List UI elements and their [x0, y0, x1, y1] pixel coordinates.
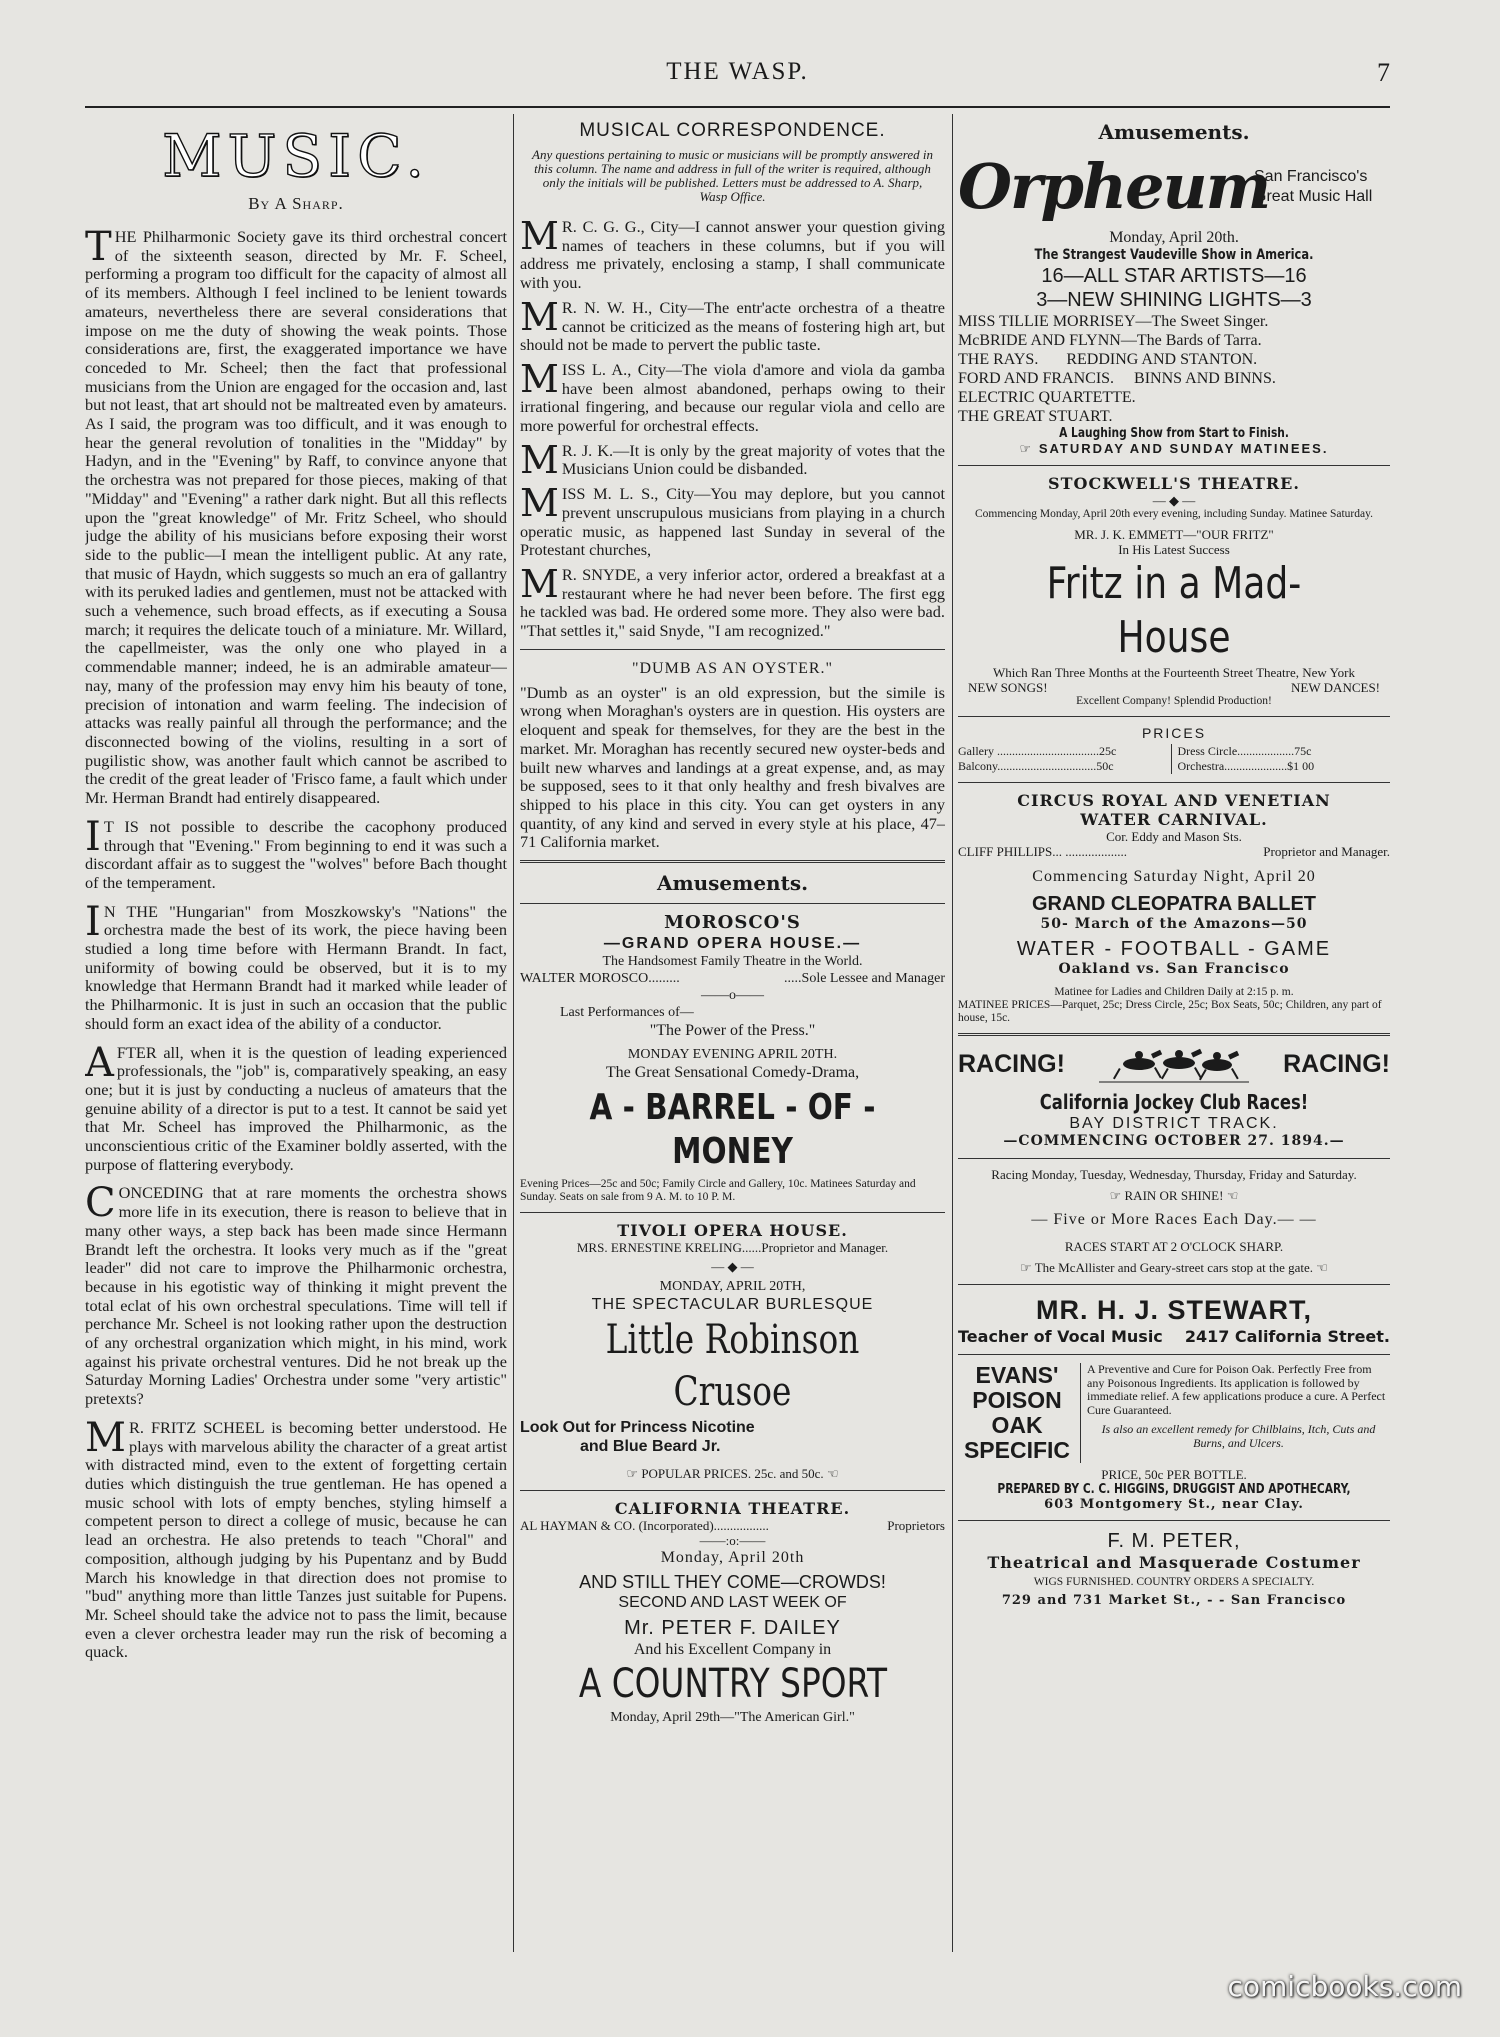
stockwell-star: MR. J. K. EMMETT—"OUR FRITZ" [1074, 527, 1274, 542]
california-company: And his Excellent Company in [633, 1641, 832, 1659]
drop-cap: I [85, 898, 101, 945]
races-start: RACES START AT 2 O'CLOCK SHARP. [1064, 1239, 1284, 1254]
orpheum-lights: 3—NEW SHINING LIGHTS—3 [1036, 289, 1312, 311]
california-line2: SECOND AND LAST WEEK OF [618, 1594, 847, 1612]
orpheum-act: FORD AND FRANCIS. BINNS AND BINNS. [958, 370, 1276, 387]
stockwell-latest: In His Latest Success [1118, 542, 1230, 557]
divider [958, 1520, 1390, 1521]
circus-matinee: Matinee for Ladies and Children Daily at 2:15 p. m. [1054, 986, 1294, 998]
orchestra-price: Orchestra.....................$1 00 [1177, 759, 1315, 773]
pointing-hand-icon: ☜ [826, 1467, 839, 1483]
stockwell-commencing: Commencing Monday, April 20th every evening, including Sunday. Matinee Saturday. [975, 508, 1373, 520]
paragraph-text: R. N. W. H., City—The entr'acte orchestra of a theatre cannot be criticized as the means of fostering high art, but should not be made to pervert the public taste. [520, 297, 945, 355]
fritz-wrap [958, 557, 1390, 665]
correspondence-note: Any questions pertaining to music or musicians will be promptly answered in this column. The name and address in full of the writer is required, although only the initials will be published. Letters must be addressed to A. Sharp, Wasp Office. [532, 147, 933, 204]
evans-name-line: OAK [991, 1412, 1043, 1438]
prices-left [958, 744, 1171, 774]
drop-cap: A [85, 1039, 114, 1086]
new-songs: NEW SONGS! [968, 680, 1048, 695]
ornament: — ◆ — [711, 1259, 754, 1275]
letters-list [520, 214, 945, 641]
drop-cap: M [520, 437, 559, 482]
circus-manager-name: CLIFF PHILLIPS... ................... [958, 844, 1128, 859]
watermark: comicbooks.com [1227, 1970, 1462, 2003]
header-rule [85, 106, 1390, 108]
stockwell-name: STOCKWELL'S THEATRE. [1048, 474, 1300, 493]
music-column [85, 114, 507, 1952]
evans-text-block [1081, 1363, 1390, 1463]
paragraph-text: R. FRITZ SCHEEL is becoming better understood. He plays with marvelous ability the character of a great artist with distracted mind, even to the extent of forgetting certain duties which distinguish the true gentleman. He has opened a music school with lots of empty benches, styling himself a competent person to direct a college of music, because he can lead an orchestra. He also pretends to teach "Choral" and composition, although judging by his Pupentanz and by Budd March his knowledge in that direction does not promise to "bud" anything more than little Tanzes just suitable for Pupens. Mr. Scheel should take the advice not to pass the limit, because even a clever orchestra leader may run the risk of becoming a quack. [85, 1417, 507, 1662]
california-proprietor-role: Proprietors [887, 1518, 945, 1534]
pointing-hand-icon: ☞ [626, 1467, 639, 1483]
orpheum-date: Monday, April 20th. [1109, 229, 1239, 246]
last-performances: Last Performances of— [560, 1005, 694, 1021]
paragraph [85, 1039, 507, 1175]
drop-cap: M [520, 561, 559, 606]
orpheum-ad [958, 152, 1390, 457]
evans-ad [958, 1363, 1390, 1512]
tivoli-ad [520, 1221, 945, 1482]
drop-cap: M [85, 1414, 126, 1461]
racing-ad [958, 1044, 1390, 1276]
divider [520, 903, 945, 904]
paragraph-text: ISS M. L. S., City—You may deplore, but you cannot prevent unscrupulous musicians from playing in a church operatic music, as happened last Sunday in several of the Protestant churches, [520, 484, 945, 560]
stockwell-ad [958, 474, 1390, 774]
paragraph-text: N THE "Hungarian" from Moszkowsky's "Nations" the orchestra made the best of its work, the piece having been studied a long time before with Hermann Brandt. In fact, uniformity of bowing could be observed, but it is to my knowledge that Hermann Brandt had it marked while leader of the Philharmonic. It is just in such an occasion that the public should form an exact idea of the ability of a conductor. [85, 901, 507, 1033]
orpheum-act: MISS TILLIE MORRISEY—The Sweet Singer. [958, 313, 1269, 330]
california-name: CALIFORNIA THEATRE. [614, 1499, 851, 1519]
paragraph [85, 898, 507, 1034]
peter-wigs: WIGS FURNISHED. COUNTRY ORDERS A SPECIALTY. [1033, 1576, 1315, 1588]
five-races: — Five or More Races Each Day.— — [1031, 1211, 1317, 1228]
peter-name: F. M. PETER, [1107, 1530, 1241, 1552]
paragraph [85, 1180, 507, 1409]
orpheum-wordmark: Orpheum [958, 150, 1270, 223]
paragraph-text: HE Philharmonic Society gave its third orchestral concert of the sixteenth season, directed by Mr. F. Scheel, performing a program too difficult for the capacity of almost all of its members. Although I feel inclined to be lenient towards amateurs, nevertheless there are several considerations that impose on me the duty of showing the weak points. Those considerations are, first, the exaggerated importance we have conceded to Mr. Scheel; then the fact that professional musicians from the Union are engaged for the occasion and, last but not least, that art should not be maltreated even by amateurs. As I said, the program was too difficult, and it was enough to hear the general revolution of tonalities in the "Midday" by Hadyn, and in the "Evening" by Raff, to convince anyone that the orchestra was not prepared for those pieces, making of that "Midday" and "Evening" a rather dark night. But all this reflects upon the "great knowledge" of Mr. Fritz Scheel, who should judge the ability of his musicians before exposing their worst side to the public—I mean the intelligent public. At any rate, that music of Haydn, which suggests so much an era of gallantry with its peruked ladies and gentlemen, must not be attacked with such a vehemence, such broad effects, as if executing a Sousa march; it requires the delicate touch of a miniature. Mr. Willard, the capellmeister, was the only one who played in a commendable manner; indeed, he is an admirable amateur—nay, many of the profession may envy him his beauty of tone, precision of intonation and warm feeling. The indecision of attacks was really painful all through the performance; and the disconnected bowing of the violins, resulting in a sort of pugilistic show, was another fault which cannot be ascribed to the credit of the great leader of 'Frisco fame, a fault which under Mr. Herman Brandt had entirely disappeared. [85, 227, 507, 808]
paragraph-text: R. C. G. G., City—I cannot answer your question giving names of teachers in these columns, but if you will address me privately, enclosing a stamp, I shall communicate with you. [520, 217, 945, 293]
paragraph [85, 224, 507, 808]
circus-prices: MATINEE PRICES—Parquet, 25c; Dress Circle, 25c; Box Seats, 50c; Children, any part of house, 15c. [958, 999, 1382, 1024]
divider-ornament: ——:o:—— [699, 1533, 766, 1549]
orpheum-stars: 16—ALL STAR ARTISTS—16 [1041, 265, 1307, 287]
orpheum-acts [958, 312, 1390, 426]
paragraph [520, 356, 945, 436]
evans-name [958, 1363, 1081, 1463]
drop-cap: M [520, 481, 559, 526]
circus-commencing: Commencing Saturday Night, April 20 [1032, 868, 1316, 885]
orpheum-matinees: SATURDAY AND SUNDAY MATINEES. [1038, 441, 1329, 456]
divider [520, 1490, 945, 1491]
racing-days: Racing Monday, Tuesday, Wednesday, Thursday, Friday and Saturday. [991, 1167, 1357, 1182]
gallery-price: Gallery ..................................25c [958, 744, 1117, 758]
tivoli-name: TIVOLI OPERA HOUSE. [617, 1221, 848, 1241]
amusements-heading-right: Amusements. [1098, 120, 1250, 144]
country-sport-wrap [520, 1659, 945, 1709]
morosco-manager-role: .....Sole Lessee and Manager [784, 971, 945, 987]
pointing-hand-icon: ☞ [1109, 1189, 1122, 1204]
evans-name-line: SPECIFIC [963, 1437, 1071, 1463]
tivoli-prices: POPULAR PRICES. 25c. and 50c. [641, 1466, 824, 1482]
paragraph [85, 813, 507, 893]
drop-cap: M [520, 294, 559, 339]
orpheum-strangest: The Strangest Vaudeville Show in America. [1034, 247, 1314, 263]
orpheum-laughing: A Laughing Show from Start to Finish. [1059, 426, 1289, 441]
evans-name-line: POISON [972, 1387, 1062, 1413]
prices-heading: PRICES [1141, 725, 1207, 741]
evans-price: PRICE, 50c PER BOTTLE. [1101, 1467, 1247, 1482]
divider [958, 1284, 1390, 1285]
divider [958, 1158, 1390, 1159]
divider [958, 782, 1390, 783]
morosco-ad [520, 912, 945, 1204]
orpheum-act: McBRIDE AND FLYNN—The Bards of Tarra. [958, 332, 1262, 349]
paragraph [520, 481, 945, 560]
circus-name: CIRCUS ROYAL AND VENETIAN [1017, 791, 1331, 810]
peter-trade: Theatrical and Masquerade Costumer [987, 1553, 1361, 1572]
paragraph-text: R. J. K.—It is only by the great majority of votes that the Musicians Union could be disbanded. [561, 440, 945, 479]
orpheum-act: THE GREAT STUART. [958, 408, 1113, 425]
orpheum-tagline [1248, 167, 1372, 207]
cleopatra-ballet: GRAND CLEOPATRA BALLET [1031, 893, 1317, 915]
evans-name-line: EVANS' [975, 1362, 1059, 1388]
horse-race-icon [1099, 1044, 1249, 1084]
circus-ad [958, 791, 1390, 1025]
california-date: Monday, April 20th [660, 1549, 805, 1567]
little-robinson-crusoe: Little Robinson Crusoe [605, 1317, 860, 1416]
rain-or-shine-line [958, 1188, 1390, 1204]
drop-cap: T [85, 224, 112, 270]
racing-commencing: —COMMENCING OCTOBER 27. 1894.— [1003, 1133, 1345, 1149]
tivoli-sub1: Look Out for Princess Nicotine [520, 1419, 755, 1437]
pointing-hand-icon: ☞ [1020, 1261, 1032, 1276]
performance-date: MONDAY EVENING APRIL 20TH. [627, 1047, 838, 1063]
peter-ad [958, 1529, 1390, 1608]
divider [520, 649, 945, 650]
tivoli-prices-line [520, 1466, 945, 1482]
barrel-of-money-wrap [520, 1086, 945, 1174]
orpheum-tag1: San Francisco's [1254, 168, 1368, 185]
paragraph-text: ONCEDING that at rare moments the orchestra shows more life in its execution, there is reason to believe that in many other ways, a step back has been made since Hermann Brandt left the orchestra. It looks very much as if the "great leader" did not care to improve the Philharmonic orchestra, because in his egotistic way of thinking it might prevent the total eclat of his own orchestral speculations. Time will tell if perchance Mr. Scheel is not looking rather upon the destruction of any orchestral organization which might, in his mind, work against his private orchestral ventures. Did he not break up the Saturday Morning Ladies' Orchestra under some "very artistic" pretexts? [85, 1183, 507, 1409]
orpheum-act: THE RAYS. REDDING AND STANTON. [958, 351, 1258, 368]
drop-cap: I [85, 813, 101, 860]
pointing-hand-icon: ☜ [1226, 1189, 1239, 1204]
tivoli-sub2: and Blue Beard Jr. [580, 1438, 721, 1456]
running-title: THE WASP. [666, 58, 809, 85]
prices-right [1171, 744, 1391, 774]
peter-dailey: Mr. PETER F. DAILEY [624, 1617, 841, 1640]
morosco-tagline: The Handsomest Family Theatre in the World. [602, 954, 863, 970]
oyster-title: "DUMB AS AN OYSTER." [631, 659, 834, 677]
rain-or-shine: RAIN OR SHINE! [1124, 1188, 1224, 1203]
paragraph [85, 1414, 507, 1662]
evans-text2: Is also an excellent remedy for Chilblains, Itch, Cuts and Burns, and Ulcers. [1101, 1422, 1376, 1450]
divider [520, 860, 945, 863]
tivoli-date: MONDAY, APRIL 20TH, [659, 1279, 806, 1295]
paragraph-text: T IS not possible to describe the cacophony produced through that "Evening." From beginning to end it was such a discordant affair as to suggest the "wolves" before Bach thought of the temperament. [85, 816, 507, 892]
play-description: The Great Sensational Comedy-Drama, [605, 1064, 860, 1082]
divider [958, 1354, 1390, 1355]
stockwell-company: Excellent Company! Splendid Production! [1076, 695, 1272, 707]
california-proprietor-name: AL HAYMAN & CO. (Incorporated)................. [520, 1518, 769, 1534]
grand-opera-house: —GRAND OPERA HOUSE.— [603, 935, 862, 953]
circus-manager-role: Proprietor and Manager. [1263, 844, 1390, 859]
stewart-row [958, 1327, 1390, 1346]
cars-stop: The McAllister and Geary-street cars stop at the gate. [1034, 1260, 1314, 1275]
oyster-text: "Dumb as an oyster" is an old expression, but the simile is wrong when Moraghan's oysters are in question. His oysters are eloquent and speak for themselves, for they are the best in the market. Mr. Moraghan has recently secured new oyster-beds and built new wharves and landings at a great expense, and, as may be supposed, sees to it that only healthy and fresh bivalves are shipped to his place in this city. You can get oysters in any quantity, of any kind and served in every style at his place, 47–71 California market. [520, 682, 945, 852]
stockwell-songs-row [958, 680, 1390, 695]
bay-district-track: BAY DISTRICT TRACK. [1069, 1115, 1279, 1132]
page-header [85, 58, 1390, 98]
morosco-manager [520, 970, 945, 987]
california-next: Monday, April 29th—"The American Girl." [610, 1710, 855, 1726]
stockwell-ran: Which Ran Three Months at the Fourteenth Street Theatre, New York [993, 665, 1355, 680]
paragraph-text: FTER all, when it is the question of leading experienced professionals, the "job" is, comparatively speaking, an easy one; but it is just by conducting a nucleus of amateurs that the genuine ability of a director is put to a test. It cannot be said yet that Mr. Scheel has improved the Philharmonic, as the unconscientious critic of the Examiner boldly asserted, with the purpose of flattering everybody. [85, 1042, 507, 1174]
stewart-ad [958, 1293, 1390, 1346]
orpheum-tag2: Great Music Hall [1254, 188, 1373, 205]
jockey-club: California Jockey Club Races! [1039, 1090, 1309, 1114]
stewart-name: MR. H. J. STEWART, [1035, 1295, 1313, 1325]
byline: By A Sharp. [248, 194, 344, 213]
play-title: "The Power of the Press." [649, 1022, 816, 1040]
column-divider-1 [513, 114, 514, 1952]
robinson-crusoe-wrap [520, 1314, 945, 1418]
cars-line [958, 1260, 1390, 1276]
racing-word-left: RACING! [958, 1049, 1065, 1078]
drop-cap: C [85, 1180, 116, 1227]
correspondence-title: MUSICAL CORRESPONDENCE. [579, 120, 886, 141]
fritz-in-a-mad-house: Fritz in a Mad-House [1046, 558, 1302, 663]
correspondence-column [520, 114, 945, 1952]
new-dances: NEW DANCES! [1291, 680, 1380, 695]
prices-table [958, 744, 1390, 774]
california-proprietor [520, 1518, 945, 1533]
circus-manager [958, 844, 1390, 859]
amazons-march: 50- March of the Amazons—50 [1040, 916, 1308, 932]
tivoli-genre: THE SPECTACULAR BURLESQUE [591, 1296, 874, 1314]
california-theatre-ad [520, 1499, 945, 1726]
divider [958, 1033, 1390, 1036]
divider-ornament: ——o—— [701, 988, 764, 1004]
morosco-manager-name: WALTER MOROSCO......... [520, 971, 680, 987]
drop-cap: M [520, 214, 559, 258]
paragraph-text: R. SNYDE, a very inferior actor, ordered a breakfast at a restaurant where he had never been before. The first egg he tackled was bad. He ordered some more. They also were bad. "That settles it," said Snyde, "I am recognized." [520, 564, 945, 641]
circus-name2: WATER CARNIVAL. [1080, 810, 1268, 829]
paragraph [520, 561, 945, 641]
evans-block [958, 1363, 1390, 1463]
peter-address: 729 and 731 Market St., - - San Francisco [1001, 1593, 1347, 1608]
circus-address: Cor. Eddy and Mason Sts. [1106, 829, 1242, 844]
dress-circle-price: Dress Circle...................75c [1177, 744, 1312, 758]
drop-cap: M [520, 356, 559, 401]
paragraph [520, 214, 945, 293]
divider [958, 716, 1390, 717]
page-number: 7 [1377, 58, 1390, 87]
music-article [85, 224, 507, 1662]
evans-text1: A Preventive and Cure for Poison Oak. Perfectly Free from any Poisonous Ingredients. Its application is followed by immediate relief. A few applications produce a cure. A Perfect Cure Guaranteed. [1087, 1362, 1386, 1417]
divider [958, 465, 1390, 466]
barrel-of-money: A - BARREL - OF - MONEY [589, 1087, 876, 1173]
paragraph [520, 437, 945, 482]
water-football-game: WATER - FOOTBALL - GAME [1016, 938, 1332, 960]
evans-address: 603 Montgomery St., near Clay. [1044, 1497, 1304, 1512]
music-title: MUSIC. [162, 122, 430, 190]
pointing-hand-icon: ☞ [1019, 442, 1034, 457]
paragraph-text: ISS L. A., City—The viola d'amore and viola da gamba have been almost abandoned, perhaps owing to their irrational fingering, and because our regular viola and cello are more powerful for orchestral effects. [520, 359, 945, 436]
circus-teams: Oakland vs. San Francisco [1058, 961, 1290, 977]
paragraph [520, 294, 945, 355]
amusements-heading: Amusements. [656, 871, 809, 896]
orpheum-logo [958, 152, 1390, 222]
california-line1: AND STILL THEY COME—CROWDS! [579, 1572, 886, 1593]
racing-word-right: RACING! [1283, 1049, 1390, 1078]
morosco-name: MOROSCO'S [664, 912, 801, 934]
orpheum-matinees-line [958, 441, 1390, 457]
pointing-hand-icon: ☜ [1316, 1261, 1328, 1276]
ornament: — ◆ — [1152, 493, 1196, 508]
tivoli-manager: MRS. ERNESTINE KRELING......Proprietor and Manager. [576, 1240, 889, 1256]
advertisements-column [958, 114, 1390, 1952]
divider [520, 1212, 945, 1213]
orpheum-act: ELECTRIC QUARTETTE. [958, 389, 1136, 406]
evans-prepared: PREPARED BY C. C. HIGGINS, DRUGGIST AND APOTHECARY, [997, 1482, 1351, 1497]
stewart-address: 2417 California Street. [1184, 1327, 1390, 1346]
a-country-sport: A COUNTRY SPORT [578, 1661, 887, 1708]
morosco-prices: Evening Prices—25c and 50c; Family Circle and Gallery, 10c. Matinees Saturday and Sunday. Seats on sale from 9 A. M. to 10 P. M. [520, 1178, 916, 1204]
racing-row [958, 1044, 1390, 1084]
balcony-price: Balcony.................................50c [958, 759, 1114, 773]
column-divider-2 [952, 114, 953, 1952]
stewart-teacher: Teacher of Vocal Music [958, 1327, 1163, 1346]
